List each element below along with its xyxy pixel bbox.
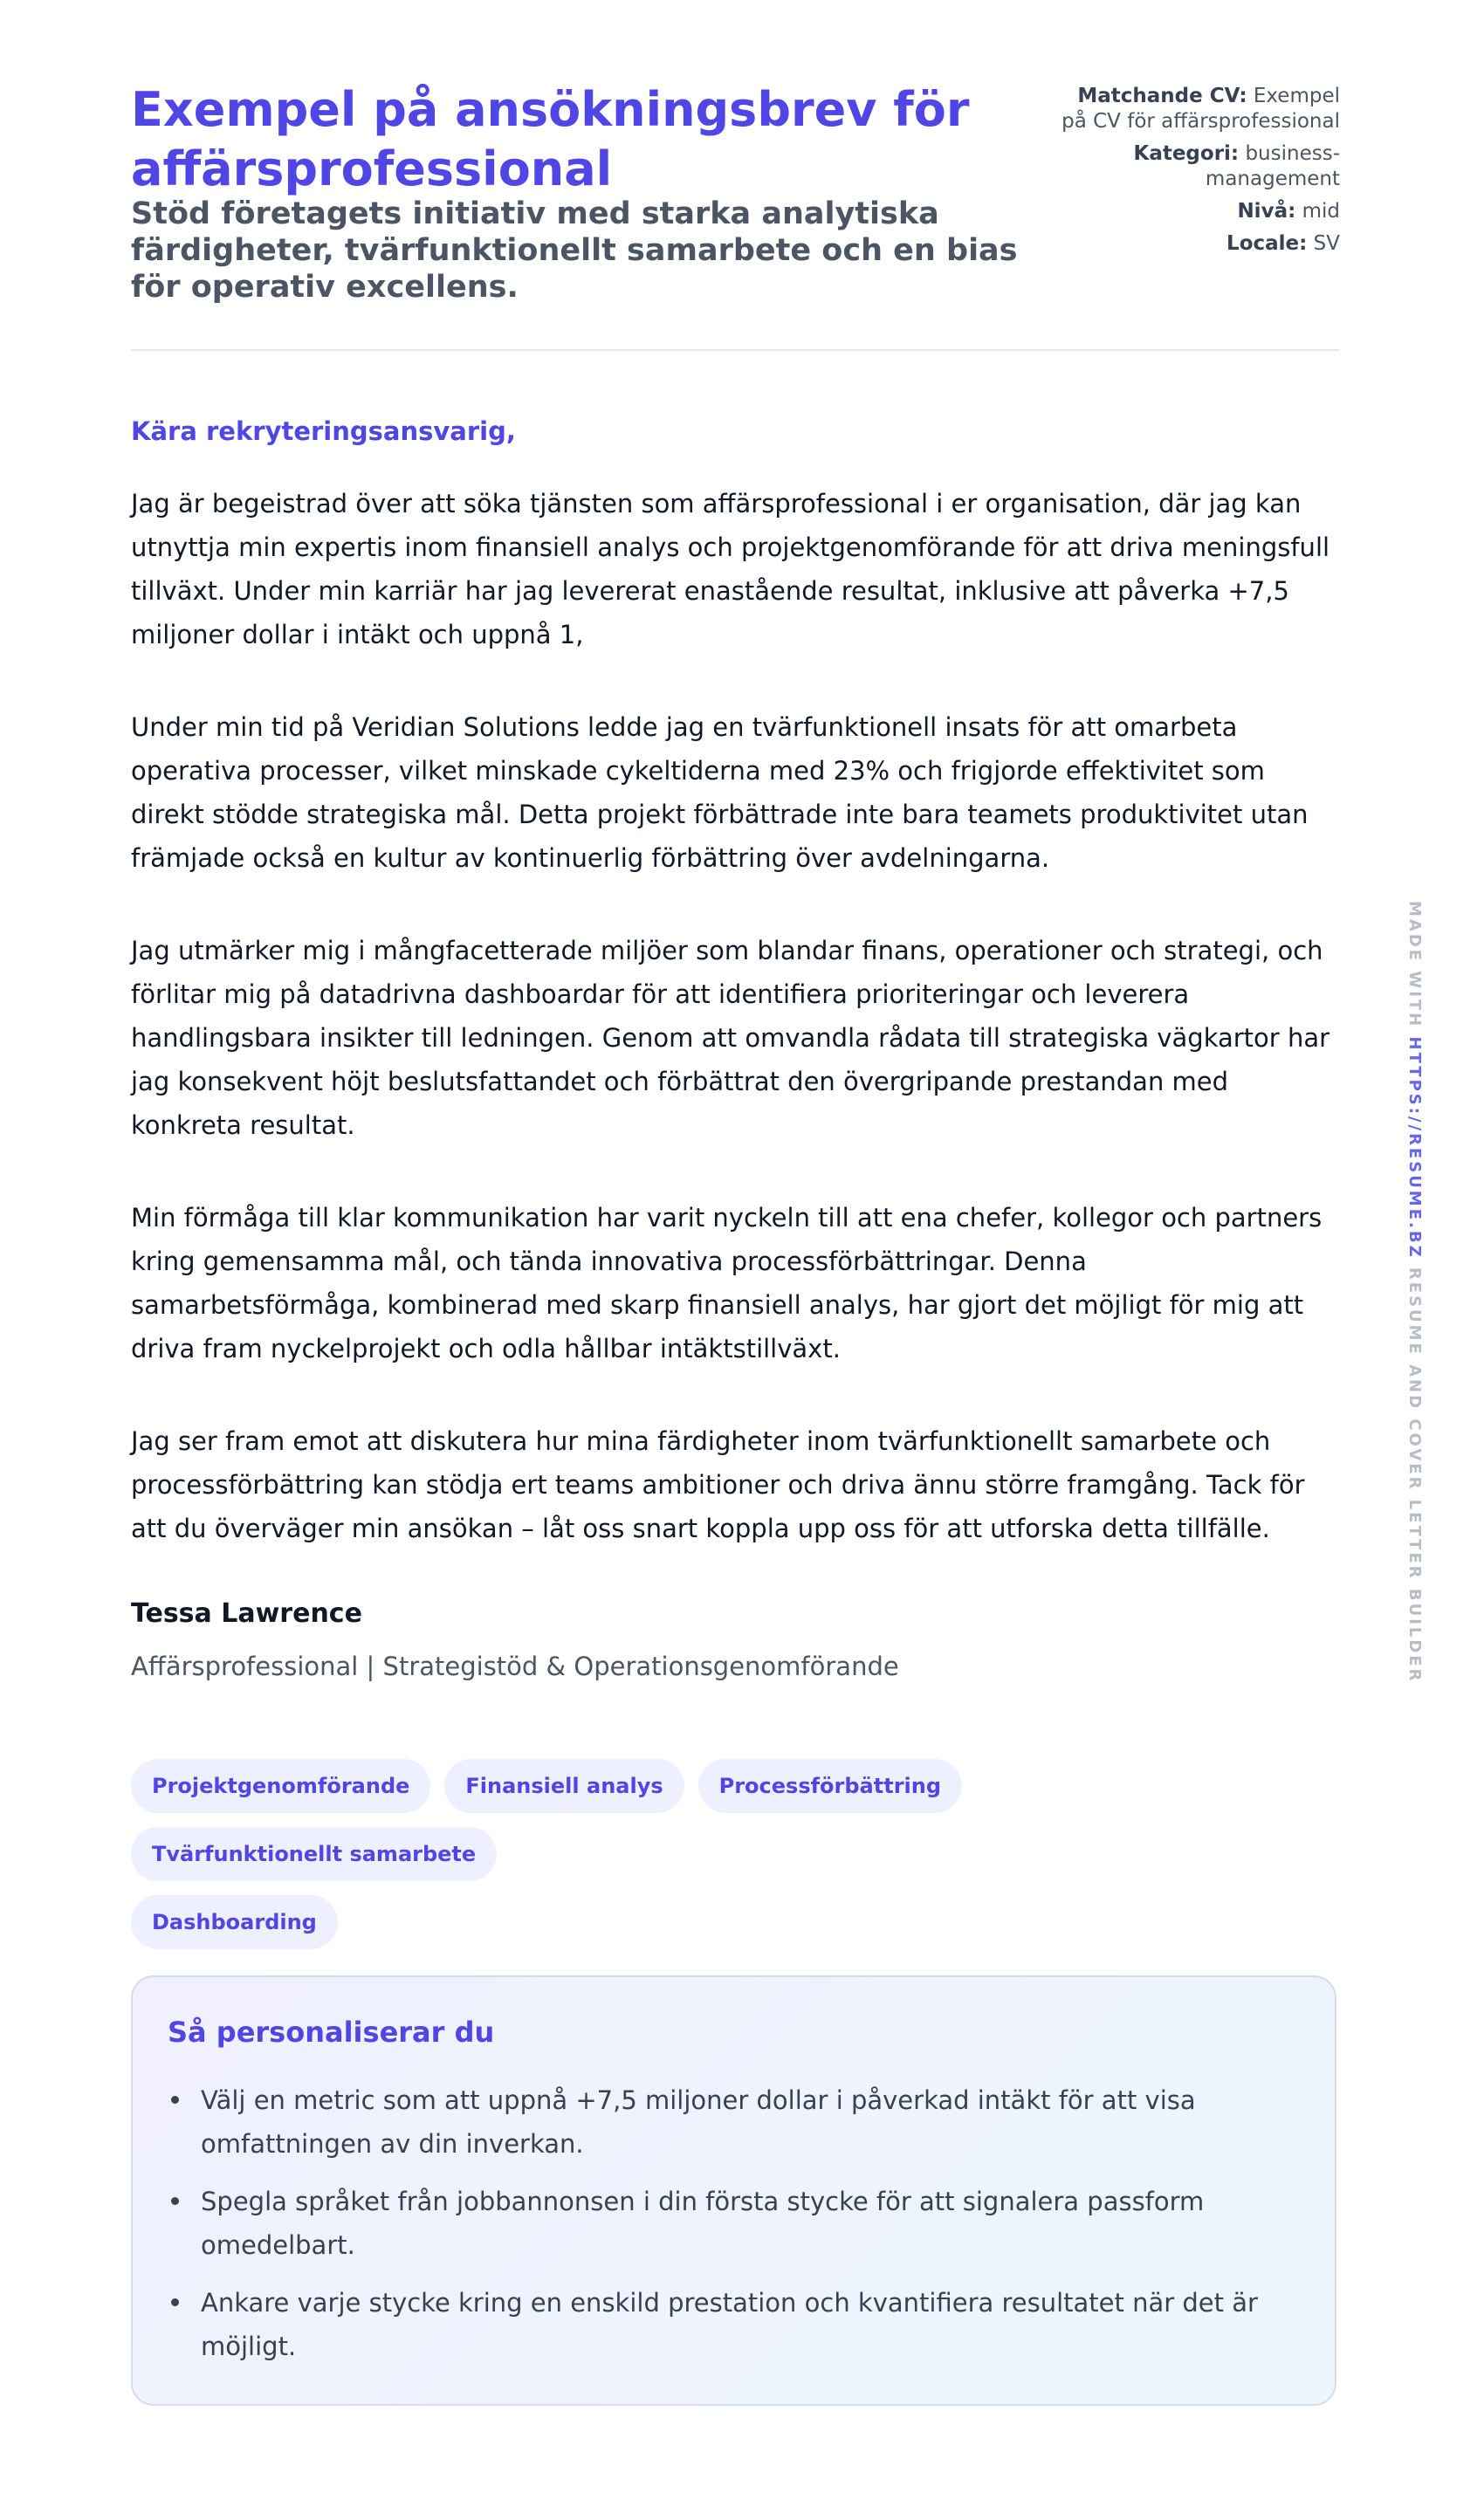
letter-greeting: Kära rekryteringsansvarig, (131, 416, 516, 446)
meta-level-label: Nivå: (1237, 200, 1296, 223)
side-credit (1405, 901, 1424, 1684)
personalization-tips-card (131, 1975, 1336, 2406)
tip-text: Ankare varje stycke kring en enskild prestation och kvantifiera resultatet när det är möjligt. (201, 2288, 1258, 2361)
letter-paragraph: Jag ser fram emot att diskutera hur mina färdigheter inom tvärfunktionellt samarbete och processförbättring kan stödja ert teams ambitioner och driva ännu större framgång. Tack för att du överväger min ansökan – låt oss snart koppla upp oss för att utforska detta tillfälle. (131, 1426, 1305, 1543)
tip-text: Välj en metric som att uppnå +7,5 miljoner dollar i påverkad intäkt för att visa omfattningen av din inverkan. (201, 2085, 1196, 2159)
letter-paragraph: Min förmåga till klar kommunikation har varit nyckeln till att ena chefer, kollegor och partners kring gemensamma mål, och tända innovativa processförbättringar. Denna samarbetsförmåga, kombinerad med skarp finansiell analys, har gjort det möjligt för mig att driva fram nyckelprojekt och odla hållbar intäktstillväxt. (131, 1203, 1323, 1363)
bullet-icon (171, 2197, 179, 2205)
page-header (131, 0, 1340, 349)
meta-matching-cv-value[interactable]: Exempel på CV för affärsprofessional (1061, 85, 1340, 133)
skill-tag: Projektgenomförande (131, 1759, 430, 1813)
letter-paragraph: Jag utmärker mig i mångfacetterade miljöer som blandar finans, operationer och strategi, och förlitar mig på datadrivna dashboardar för att identifiera prioriteringar och leverera handlingsbara insikter till ledningen. Genom att omvandla rådata till strategiska vägkartor har jag konsekvent höjt beslutsfattandet och förbättrat den övergripande prestandan med konkreta resultat. (131, 936, 1330, 1140)
letter-paragraph: Under min tid på Veridian Solutions ledde jag en tvärfunktionell insats för att omarbeta operativa processer, vilket minskade cykeltiderna med 23% och frigjorde effektivitet som direkt stödde strategiska mål. Detta projekt förbättrade inte bara teamets produktivitet utan främjade också en kultur av kontinuerlig förbättring över avdelningarna. (131, 712, 1309, 873)
side-credit-link[interactable]: HTTPS://RESUME.BZ (1405, 1036, 1424, 1260)
tips-list (168, 2078, 1302, 2382)
tip-text: Spegla språket från jobbannonsen i din första stycke för att signalera passform omedelbart. (201, 2187, 1205, 2260)
meta-locale-value: SV (1313, 232, 1340, 255)
meta-category-value: business-management (1205, 142, 1340, 190)
skill-tag: Finansiell analys (444, 1759, 684, 1813)
side-credit-suffix: RESUME AND COVER LETTER BUILDER (1405, 1267, 1424, 1684)
meta-locale (1061, 231, 1340, 257)
side-credit-prefix: MADE WITH (1405, 901, 1424, 1029)
skill-tag: Processförbättring (698, 1759, 962, 1813)
page-title: Exempel på ansökningsbrev för affärsprofessional (131, 82, 970, 196)
meta-panel (1061, 84, 1340, 264)
meta-category (1061, 141, 1340, 192)
meta-locale-label: Locale: (1226, 232, 1308, 255)
page-subtitle: Stöd företagets initiativ med starka analytiska färdigheter, tvärfunktionellt samarbete och en bias för operativ excellens. (131, 196, 1018, 305)
letter-paragraph: Jag är begeistrad över att söka tjänsten som affärsprofessional i er organisation, där jag kan utnyttja min expertis inom finansiell analys och projektgenomförande för att driva meningsfull tillväxt. Under min karriär har jag levererat enastående resultat, inklusive att påverka +7,5 miljoner dollar i intäkt och uppnå 1, (131, 489, 1330, 649)
skill-tag: Tvärfunktionellt samarbete (131, 1827, 497, 1881)
meta-category-label: Kategori: (1133, 142, 1240, 165)
tip-item (168, 2180, 1302, 2267)
side-credit-text (1405, 901, 1423, 1683)
letter-body (131, 482, 1340, 1599)
tip-item (168, 2078, 1302, 2166)
meta-matching-cv (1061, 84, 1340, 134)
bullet-icon (171, 2298, 179, 2306)
meta-matching-cv-label: Matchande CV: (1077, 85, 1247, 107)
bullet-icon (171, 2096, 179, 2104)
meta-level-value: mid (1302, 200, 1340, 223)
cover-letter-page (131, 0, 1340, 2361)
tips-title: Så personaliserar du (168, 2016, 495, 2049)
signer-name: Tessa Lawrence (131, 1598, 362, 1629)
signer-role: Affärsprofessional | Strategistöd & Operationsgenomförande (131, 1652, 899, 1681)
header-divider (131, 349, 1340, 351)
meta-level (1061, 199, 1340, 224)
skill-tags (131, 1759, 1340, 1963)
tip-item (168, 2281, 1302, 2368)
skill-tag: Dashboarding (131, 1895, 338, 1949)
